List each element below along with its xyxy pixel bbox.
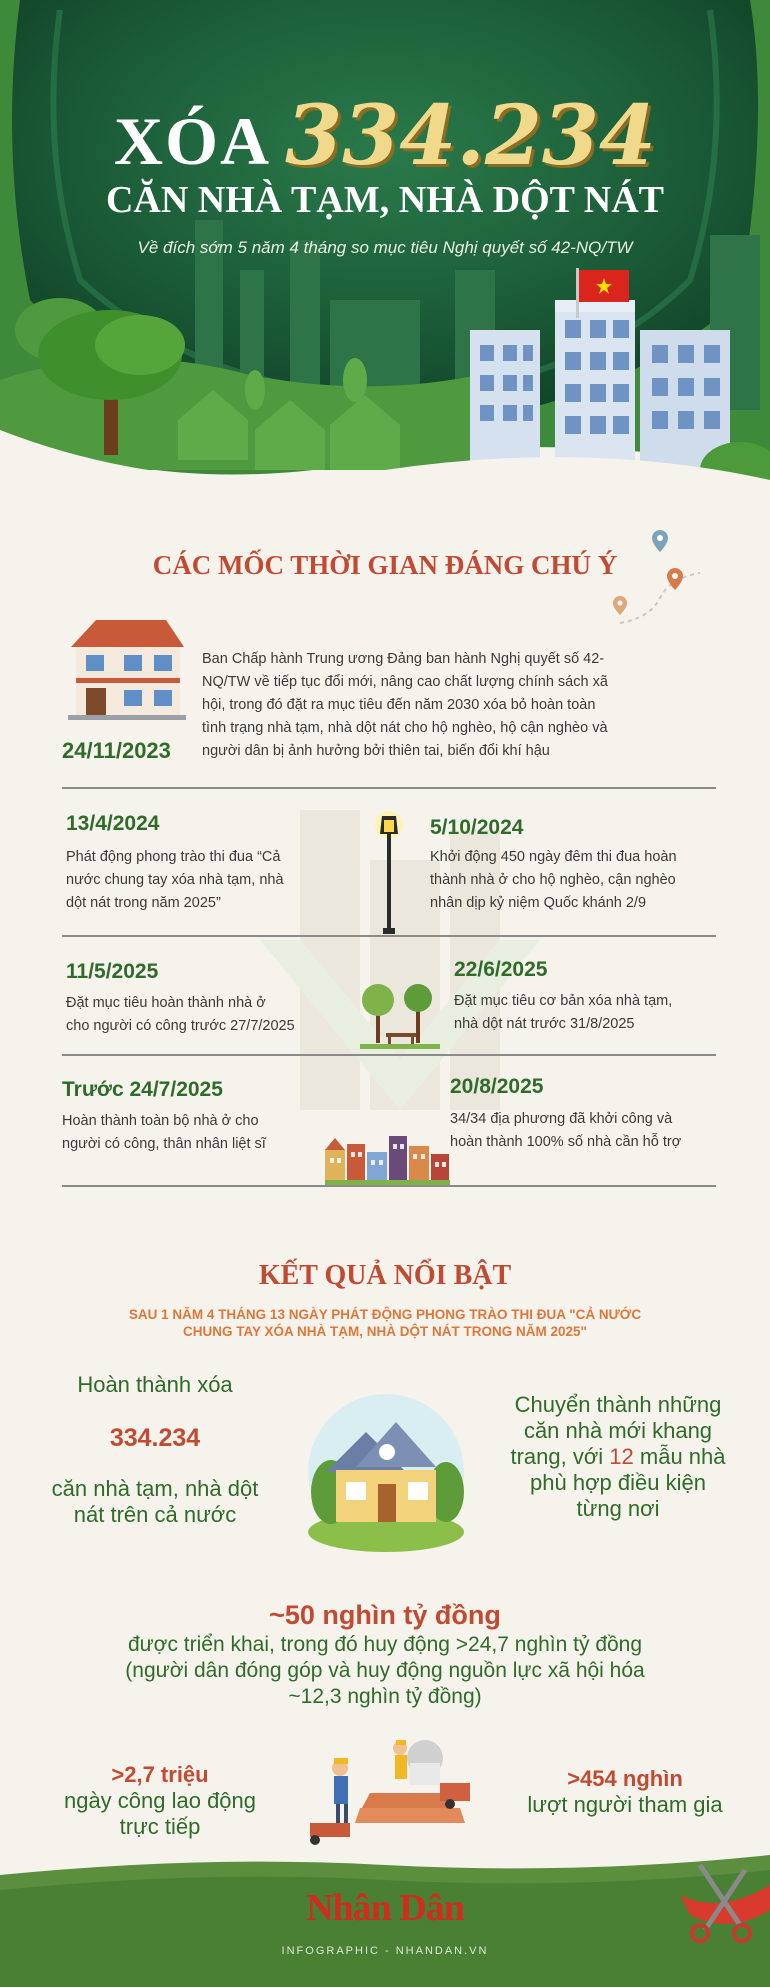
header-subtitle: Về đích sớm 5 năm 4 tháng so mục tiêu Nghị quyết số 42-NQ/TW: [137, 238, 633, 257]
event-desc-truoc-24-7-2025: [62, 1110, 352, 1156]
desc-line: từng nơi: [576, 1496, 660, 1521]
desc-line: người có công, thân nhân liệt sĩ: [62, 1136, 266, 1152]
desc-line: Đặt mục tiêu cơ bản xóa nhà tạm,: [454, 993, 673, 1009]
left-desc: [20, 1476, 290, 1528]
title-number: 334.234: [285, 88, 656, 184]
event-date-22-6-2025: 22/6/2025: [454, 958, 548, 981]
desc-line: nát trên cả nước: [73, 1502, 237, 1527]
desc-line: Chuyển thành những: [514, 1392, 722, 1417]
results-subtitle: [0, 1306, 770, 1340]
event-date-11-5-2025: 11/5/2025: [66, 960, 159, 983]
desc-line: phù hợp điều kiện: [530, 1470, 706, 1495]
labor-desc: [30, 1788, 290, 1840]
construction-workers-icon: [300, 1728, 475, 1848]
nhan-dan-logo: Nhân Dân: [306, 1887, 464, 1929]
event-desc-20-8-2025: [450, 1108, 750, 1154]
header: [0, 0, 770, 520]
event-date-20-8-2025: 20/8/2025: [450, 1075, 544, 1098]
desc-line: Đặt mục tiêu hoàn thành nhà ở: [66, 995, 266, 1011]
house-icon: [66, 612, 186, 722]
event-desc-22-6-2025: [454, 990, 744, 1036]
desc-line: người dân bị ảnh hưởng bởi thiên tai, biến đổi khí hậu: [202, 743, 550, 759]
footer-credit: INFOGRAPHIC - NHANDAN.VN: [281, 1945, 489, 1957]
event-date-24-11-2023: 24/11/2023: [62, 738, 171, 763]
desc-line: Phát động phong trào thi đua “Cả: [66, 849, 281, 865]
desc-line: trực tiếp: [119, 1814, 201, 1839]
desc-line: [478, 1444, 758, 1470]
results-title: KẾT QUẢ NỔI BẬT: [258, 1260, 512, 1291]
event-date-13-4-2024: 13/4/2024: [66, 812, 160, 835]
money-desc: [0, 1632, 770, 1710]
desc-line: 34/34 địa phương đã khởi công và: [450, 1111, 673, 1127]
desc-line: nhà dột nát trước 31/8/2025: [454, 1016, 635, 1032]
event-date-truoc-24-7-2025: Trước 24/7/2025: [62, 1078, 223, 1101]
left-number: 334.234: [109, 1424, 201, 1452]
header-illustration: [0, 0, 770, 520]
new-house-icon: [306, 1392, 466, 1552]
people-number: >454 nghìn: [567, 1766, 683, 1791]
event-desc-24-11-2023: [202, 648, 722, 763]
desc-line: Ban Chấp hành Trung ương Đảng ban hành Nghị quyết số 42-: [202, 651, 605, 667]
labor-number: >2,7 triệu: [111, 1762, 209, 1787]
desc-line: Khởi động 450 ngày đêm thi đua hoàn: [430, 849, 677, 865]
desc-line: NQ/TW về tiếp tục đổi mới, nâng cao chất lượng chính sách xã: [202, 674, 608, 690]
left-label: Hoàn thành xóa: [77, 1372, 233, 1397]
desc-line: được triển khai, trong đó huy động >24,7 nghìn tỷ đồng: [127, 1633, 643, 1656]
text-segment: mẫu nhà: [633, 1444, 726, 1469]
house-models-count: 12: [609, 1444, 634, 1469]
street-lamp-icon: [372, 808, 406, 938]
desc-line: cho người có công trước 27/7/2025: [66, 1018, 295, 1034]
divider: [62, 935, 716, 937]
desc-line: ~12,3 nghìn tỷ đồng): [288, 1685, 482, 1708]
event-date-5-10-2024: 5/10/2024: [430, 816, 524, 839]
desc-line: (người dân đóng góp và huy động nguồn lực xã hội hóa: [125, 1659, 645, 1682]
map-pins-icon: [600, 528, 720, 628]
desc-line: Hoàn thành toàn bộ nhà ở cho: [62, 1113, 259, 1129]
people-label: lượt người tham gia: [527, 1792, 723, 1817]
main-title: [0, 88, 770, 184]
money-headline: ~50 nghìn tỷ đồng: [269, 1600, 501, 1630]
text-segment: trang, với: [510, 1444, 610, 1469]
subtitle-line: CHUNG TAY XÓA NHÀ TẠM, NHÀ DỘT NÁT TRONG NĂM 2025": [183, 1324, 587, 1339]
event-desc-5-10-2024: [430, 846, 730, 915]
desc-line: hoàn thành 100% số nhà cần hỗ trợ: [450, 1134, 682, 1150]
event-desc-11-5-2025: [66, 992, 366, 1038]
desc-line: ngày công lao động: [63, 1788, 257, 1813]
desc-line: căn nhà tạm, nhà dột: [51, 1476, 259, 1501]
divider: [62, 1185, 716, 1187]
desc-line: nước chung tay xóa nhà tạm, nhà: [66, 872, 284, 888]
desc-line: căn nhà mới khang: [523, 1418, 713, 1443]
timeline-title: CÁC MỐC THỜI GIAN ĐÁNG CHÚ Ý: [152, 550, 618, 580]
desc-line: thành nhà ở cho hộ nghèo, cận nghèo: [430, 872, 676, 888]
right-desc: [478, 1392, 758, 1522]
divider: [62, 787, 716, 789]
park-icon: [360, 978, 440, 1053]
title-prefix: XÓA: [114, 103, 272, 179]
event-desc-13-4-2024: [66, 846, 356, 915]
desc-line: nhân dịp kỷ niệm Quốc khánh 2/9: [430, 895, 647, 911]
desc-line: dột nát trong năm 2025”: [66, 895, 221, 911]
desc-line: hội, trong đó đặt ra mục tiêu đến năm 2030 xóa bỏ hoàn toàn: [202, 697, 596, 713]
divider: [62, 1054, 716, 1056]
title-line2: CĂN NHÀ TẠM, NHÀ DỘT NÁT: [105, 179, 665, 221]
subtitle-line: SAU 1 NĂM 4 THÁNG 13 NGÀY PHÁT ĐỘNG PHONG TRÀO THI ĐUA "CẢ NƯỚC: [128, 1307, 642, 1322]
desc-line: tình trạng nhà tạm, nhà dột nát cho hộ nghèo, hộ cận nghèo và: [202, 720, 608, 736]
